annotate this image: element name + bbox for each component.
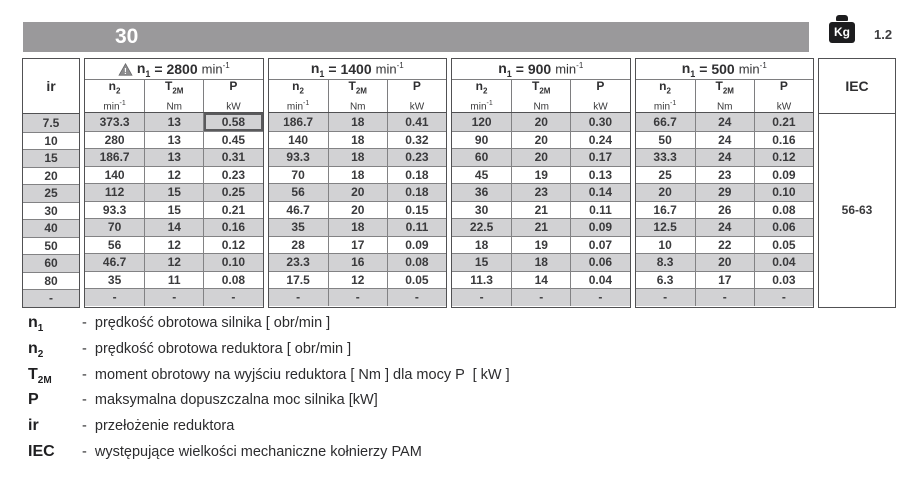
data-cell: 0.58 bbox=[203, 113, 262, 131]
column-unit: kW bbox=[593, 100, 608, 112]
data-cell: 33.3 bbox=[636, 148, 695, 166]
data-cell: 13 bbox=[144, 148, 203, 166]
column-header-t2m bbox=[328, 80, 387, 112]
data-cell: 0.21 bbox=[203, 201, 262, 219]
n1-base: n bbox=[310, 59, 320, 76]
data-cell: 8.3 bbox=[636, 253, 695, 271]
legend-item-iec bbox=[28, 443, 510, 469]
model-header-bar bbox=[23, 22, 809, 52]
data-cell: 0.04 bbox=[570, 271, 629, 289]
speed-unit bbox=[555, 61, 583, 76]
column-symbol: P bbox=[229, 79, 238, 94]
kg-weight-label: Kg bbox=[829, 22, 855, 43]
legend-symbol-n1: $n_1$ bbox=[28, 314, 44, 335]
ir-value: 30 bbox=[23, 202, 79, 220]
data-cell: 0.10 bbox=[203, 253, 262, 271]
column-symbol: P bbox=[412, 79, 421, 94]
legend bbox=[28, 314, 510, 469]
data-cell: 18 bbox=[328, 218, 387, 236]
column-symbol: $n_2$ bbox=[292, 79, 304, 96]
legend-item-n2 bbox=[28, 340, 510, 366]
data-cell: - bbox=[269, 288, 328, 306]
data-cell: 35 bbox=[269, 218, 328, 236]
data-cell: - bbox=[754, 288, 813, 306]
data-cell: - bbox=[570, 288, 629, 306]
n1-symbol bbox=[498, 60, 512, 79]
column-unit: $\min^{-1}$ bbox=[653, 99, 677, 112]
data-cell: 20 bbox=[328, 201, 387, 219]
n1-base: n bbox=[681, 59, 691, 76]
data-cell: 20 bbox=[636, 183, 695, 201]
column-header-p bbox=[754, 80, 813, 112]
unit-base: min bbox=[375, 61, 397, 77]
data-cell: 0.13 bbox=[570, 166, 629, 184]
unit-exponent: -1 bbox=[396, 61, 404, 71]
data-cell: 0.10 bbox=[754, 183, 813, 201]
weight-value: 1.2 bbox=[874, 27, 893, 42]
n1-symbol bbox=[311, 60, 325, 79]
data-cell: 0.16 bbox=[754, 131, 813, 149]
data-cell: 0.05 bbox=[754, 236, 813, 254]
column-header-p bbox=[203, 80, 262, 112]
data-cell: 10 bbox=[636, 236, 695, 254]
data-cell: 26 bbox=[695, 201, 754, 219]
data-cell: 56 bbox=[85, 236, 144, 254]
iec-flange-size: 56-63 bbox=[841, 203, 873, 218]
data-cell: 30 bbox=[452, 201, 511, 219]
n1-subscript: 1 bbox=[506, 68, 512, 79]
data-cell: 0.08 bbox=[754, 201, 813, 219]
group-header-500 bbox=[636, 59, 814, 80]
data-cell: 140 bbox=[269, 131, 328, 149]
unit-exponent: -1 bbox=[576, 61, 584, 71]
data-cell: 18 bbox=[328, 166, 387, 184]
column-unit: $\min^{-1}$ bbox=[286, 99, 310, 112]
speed-group-1400 bbox=[268, 58, 448, 308]
group-data bbox=[85, 113, 263, 306]
data-cell: 18 bbox=[328, 113, 387, 131]
data-cell: 0.06 bbox=[570, 253, 629, 271]
data-cell: 0.03 bbox=[754, 271, 813, 289]
data-cell: 6.3 bbox=[636, 271, 695, 289]
data-cell: 0.16 bbox=[203, 218, 262, 236]
speed-value: = 2800 bbox=[154, 61, 198, 77]
data-cell: 13 bbox=[144, 131, 203, 149]
data-cell: 25 bbox=[636, 166, 695, 184]
data-cell: 0.09 bbox=[754, 166, 813, 184]
data-cell: 20 bbox=[695, 253, 754, 271]
data-cell: - bbox=[387, 288, 446, 306]
data-cell: 15 bbox=[144, 183, 203, 201]
column-unit: kW bbox=[776, 100, 792, 112]
data-cell: 11.3 bbox=[452, 271, 511, 289]
data-cell: 0.18 bbox=[387, 183, 446, 201]
group-data bbox=[452, 113, 630, 306]
data-cell: 23 bbox=[511, 183, 570, 201]
data-cell: 22.5 bbox=[452, 218, 511, 236]
data-cell: 21 bbox=[511, 201, 570, 219]
speed-unit bbox=[376, 61, 404, 76]
data-cell: - bbox=[511, 288, 570, 306]
speed-value: = 1400 bbox=[328, 61, 372, 77]
column-unit: $\min^{-1}$ bbox=[470, 99, 493, 112]
data-cell: 0.41 bbox=[387, 113, 446, 131]
iec-header: IEC bbox=[819, 59, 895, 114]
data-cell: 20 bbox=[328, 183, 387, 201]
data-cell: 90 bbox=[452, 131, 511, 149]
ir-value: 15 bbox=[23, 149, 79, 167]
ratings-table bbox=[22, 58, 896, 308]
ir-value: 50 bbox=[23, 237, 79, 255]
data-cell: 0.11 bbox=[570, 201, 629, 219]
column-symbol: $T_{2M}$ bbox=[165, 79, 184, 96]
data-cell: 120 bbox=[452, 113, 511, 131]
warning-icon bbox=[118, 63, 133, 76]
column-header-n2 bbox=[636, 80, 695, 112]
ir-column bbox=[22, 58, 80, 308]
data-cell: - bbox=[452, 288, 511, 306]
data-cell: 12.5 bbox=[636, 218, 695, 236]
legend-item-n1 bbox=[28, 314, 510, 340]
column-unit: kW bbox=[226, 100, 241, 112]
data-cell: 18 bbox=[328, 148, 387, 166]
unit-base: min bbox=[201, 61, 223, 77]
column-symbol: $T_{2M}$ bbox=[715, 79, 734, 96]
data-cell: 12 bbox=[144, 166, 203, 184]
data-cell: 60 bbox=[452, 148, 511, 166]
column-symbol: $T_{2M}$ bbox=[348, 79, 367, 96]
legend-symbol-p: P bbox=[28, 391, 39, 409]
column-headers bbox=[452, 80, 630, 113]
data-cell: 112 bbox=[85, 183, 144, 201]
data-cell: 70 bbox=[269, 166, 328, 184]
ir-header: ir bbox=[23, 59, 79, 114]
data-cell: - bbox=[636, 288, 695, 306]
data-cell: 46.7 bbox=[269, 201, 328, 219]
data-cell: 0.25 bbox=[203, 183, 262, 201]
data-cell: 56 bbox=[269, 183, 328, 201]
data-cell: 0.30 bbox=[570, 113, 629, 131]
data-cell: 0.12 bbox=[754, 148, 813, 166]
data-cell: 46.7 bbox=[85, 253, 144, 271]
column-symbol: $n_2$ bbox=[659, 79, 671, 96]
data-cell: 17 bbox=[328, 236, 387, 254]
data-cell: 0.21 bbox=[754, 113, 813, 131]
data-cell: 19 bbox=[511, 236, 570, 254]
data-cell: - bbox=[695, 288, 754, 306]
column-symbol: P bbox=[779, 79, 788, 94]
unit-base: min bbox=[738, 61, 760, 77]
data-cell: 93.3 bbox=[269, 148, 328, 166]
legend-text-iec: - występujące wielkości mechaniczne kołnierzy PAM bbox=[82, 443, 422, 460]
column-unit: Nm bbox=[533, 100, 550, 112]
data-cell: 20 bbox=[511, 113, 570, 131]
n1-symbol bbox=[137, 60, 151, 79]
n1-base: n bbox=[498, 59, 507, 76]
data-cell: 15 bbox=[144, 201, 203, 219]
iec-column bbox=[818, 58, 896, 308]
ir-value: 40 bbox=[23, 219, 79, 237]
legend-item-p bbox=[28, 391, 510, 417]
data-cell: 93.3 bbox=[85, 201, 144, 219]
legend-text-n1: - prędkość obrotowa silnika [ obr/min ] bbox=[82, 315, 331, 331]
data-cell: 29 bbox=[695, 183, 754, 201]
svg-text:!: ! bbox=[123, 65, 127, 76]
column-header-t2m bbox=[511, 80, 570, 112]
column-header-n2 bbox=[269, 80, 328, 112]
data-cell: 0.08 bbox=[203, 271, 262, 289]
group-header-2800 bbox=[85, 59, 263, 80]
data-cell: 35 bbox=[85, 271, 144, 289]
column-header-p bbox=[570, 80, 629, 112]
data-cell: 0.15 bbox=[387, 201, 446, 219]
column-symbol: $n_2$ bbox=[108, 79, 121, 96]
group-header-900 bbox=[452, 59, 630, 80]
model-number: 30 bbox=[115, 25, 139, 48]
speed-unit bbox=[739, 61, 767, 76]
legend-symbol-iec: IEC bbox=[28, 442, 55, 460]
data-cell: 50 bbox=[636, 131, 695, 149]
legend-symbol-ir: ir bbox=[28, 417, 39, 435]
legend-symbol-t2m: $T_{2M}$ bbox=[28, 365, 52, 386]
ir-value: - bbox=[23, 289, 79, 307]
legend-item-ir bbox=[28, 417, 510, 443]
n1-subscript: 1 bbox=[145, 68, 151, 79]
group-data bbox=[636, 113, 814, 306]
group-header-1400 bbox=[269, 59, 447, 80]
column-symbol: $T_{2M}$ bbox=[532, 79, 551, 96]
column-symbol: $n_2$ bbox=[475, 79, 488, 96]
data-cell: 0.09 bbox=[387, 236, 446, 254]
data-cell: 0.14 bbox=[570, 183, 629, 201]
n1-subscript: 1 bbox=[319, 68, 325, 79]
column-headers bbox=[269, 80, 447, 113]
column-header-t2m bbox=[144, 80, 203, 112]
n1-base: n bbox=[136, 59, 146, 76]
group-data bbox=[269, 113, 447, 306]
data-cell: - bbox=[328, 288, 387, 306]
column-header-t2m bbox=[695, 80, 754, 112]
data-cell: 18 bbox=[328, 131, 387, 149]
column-unit: Nm bbox=[166, 100, 183, 112]
data-cell: 14 bbox=[144, 218, 203, 236]
column-header-p bbox=[387, 80, 446, 112]
legend-text-p: - maksymalna dopuszczalna moc silnika [kW] bbox=[82, 392, 378, 409]
speed-value: = 900 bbox=[515, 61, 552, 77]
ir-value: 25 bbox=[23, 184, 79, 202]
data-cell: 0.45 bbox=[203, 131, 262, 149]
data-cell: 0.23 bbox=[387, 148, 446, 166]
data-cell: 373.3 bbox=[85, 113, 144, 131]
legend-symbol-n2: $n_2$ bbox=[28, 339, 44, 360]
data-cell: 0.31 bbox=[203, 148, 262, 166]
data-cell: 11 bbox=[144, 271, 203, 289]
ir-value: 10 bbox=[23, 132, 79, 150]
data-cell: 17 bbox=[695, 271, 754, 289]
ir-value: 7.5 bbox=[23, 114, 79, 132]
data-cell: 20 bbox=[511, 148, 570, 166]
data-cell: 66.7 bbox=[636, 113, 695, 131]
data-cell: 45 bbox=[452, 166, 511, 184]
legend-item-t2m bbox=[28, 366, 510, 392]
ir-value: 80 bbox=[23, 272, 79, 290]
data-cell: 17.5 bbox=[269, 271, 328, 289]
legend-text-n2: - prędkość obrotowa reduktora [ obr/min ] bbox=[82, 340, 352, 357]
column-headers bbox=[85, 80, 263, 113]
data-cell: 0.05 bbox=[387, 271, 446, 289]
data-cell: 0.18 bbox=[387, 166, 446, 184]
data-cell: 24 bbox=[695, 113, 754, 131]
data-cell: 0.04 bbox=[754, 253, 813, 271]
data-cell: 0.12 bbox=[203, 236, 262, 254]
data-cell: - bbox=[203, 288, 262, 306]
data-cell: 12 bbox=[144, 236, 203, 254]
data-cell: 23.3 bbox=[269, 253, 328, 271]
speed-unit bbox=[202, 61, 230, 76]
column-unit: $\min^{-1}$ bbox=[103, 99, 126, 112]
data-cell: 13 bbox=[144, 113, 203, 131]
data-cell: 36 bbox=[452, 183, 511, 201]
ir-value: 20 bbox=[23, 167, 79, 185]
data-cell: 23 bbox=[695, 166, 754, 184]
column-header-n2 bbox=[85, 80, 144, 112]
data-cell: 20 bbox=[511, 131, 570, 149]
data-cell: 28 bbox=[269, 236, 328, 254]
speed-group-2800 bbox=[84, 58, 264, 308]
kg-weight-knob bbox=[836, 15, 848, 21]
data-cell: 186.7 bbox=[85, 148, 144, 166]
data-cell: 0.17 bbox=[570, 148, 629, 166]
data-cell: 0.07 bbox=[570, 236, 629, 254]
speed-value: = 500 bbox=[699, 61, 735, 77]
data-cell: 16 bbox=[328, 253, 387, 271]
unit-exponent: -1 bbox=[222, 61, 230, 71]
data-cell: 21 bbox=[511, 218, 570, 236]
n1-subscript: 1 bbox=[690, 68, 696, 79]
column-symbol: P bbox=[596, 79, 605, 94]
data-cell: 186.7 bbox=[269, 113, 328, 131]
unit-base: min bbox=[555, 61, 577, 77]
column-unit: kW bbox=[409, 100, 425, 112]
data-cell: 14 bbox=[511, 271, 570, 289]
legend-text-ir: - przełożenie reduktora bbox=[82, 418, 235, 435]
data-cell: 12 bbox=[328, 271, 387, 289]
column-headers bbox=[636, 80, 814, 113]
data-cell: 0.08 bbox=[387, 253, 446, 271]
speed-group-900 bbox=[451, 58, 631, 308]
data-cell: - bbox=[144, 288, 203, 306]
unit-exponent: -1 bbox=[759, 61, 767, 71]
n1-symbol bbox=[682, 60, 696, 79]
data-cell: 24 bbox=[695, 148, 754, 166]
data-cell: 0.23 bbox=[203, 166, 262, 184]
data-cell: 18 bbox=[511, 253, 570, 271]
data-cell: 0.11 bbox=[387, 218, 446, 236]
data-cell: 12 bbox=[144, 253, 203, 271]
data-cell: 0.32 bbox=[387, 131, 446, 149]
data-cell: 140 bbox=[85, 166, 144, 184]
ir-value: 60 bbox=[23, 254, 79, 272]
data-cell: 0.06 bbox=[754, 218, 813, 236]
data-cell: 0.09 bbox=[570, 218, 629, 236]
data-cell: 24 bbox=[695, 218, 754, 236]
column-unit: Nm bbox=[716, 100, 733, 112]
data-cell: 70 bbox=[85, 218, 144, 236]
kg-weight-icon bbox=[828, 15, 856, 46]
data-cell: 19 bbox=[511, 166, 570, 184]
legend-text-t2m: - moment obrotowy na wyjściu reduktora [ Nm ] dla mocy P [ kW ] bbox=[82, 366, 510, 383]
data-cell: - bbox=[85, 288, 144, 306]
ir-values bbox=[23, 114, 79, 307]
data-cell: 18 bbox=[452, 236, 511, 254]
data-cell: 22 bbox=[695, 236, 754, 254]
column-unit: Nm bbox=[349, 100, 366, 112]
data-cell: 280 bbox=[85, 131, 144, 149]
data-cell: 0.24 bbox=[570, 131, 629, 149]
column-header-n2 bbox=[452, 80, 511, 112]
speed-group-500 bbox=[635, 58, 815, 308]
data-cell: 15 bbox=[452, 253, 511, 271]
data-cell: 16.7 bbox=[636, 201, 695, 219]
data-cell: 24 bbox=[695, 131, 754, 149]
